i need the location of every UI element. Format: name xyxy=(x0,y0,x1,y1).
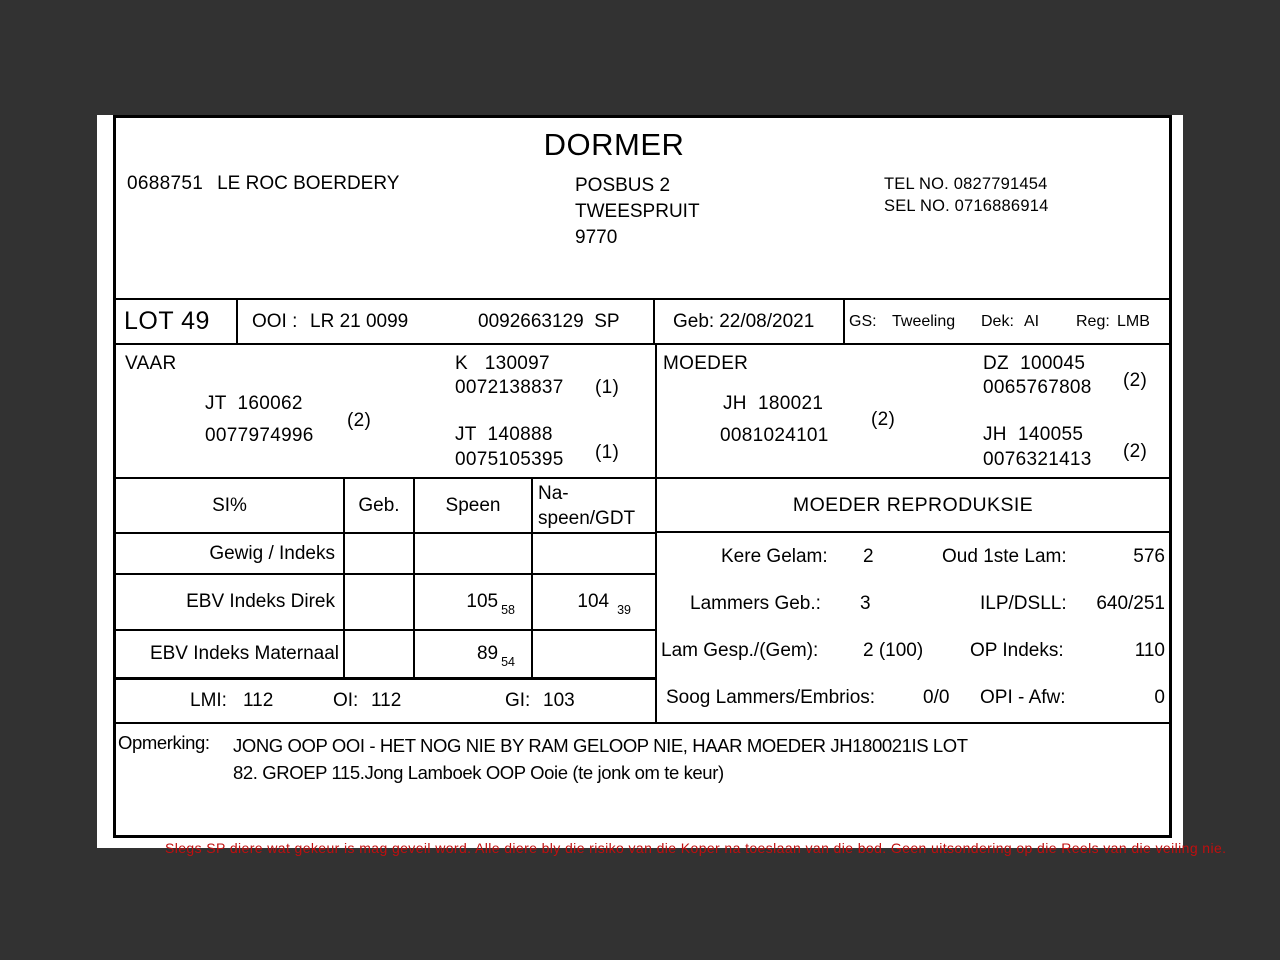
stat-value: 2 (100) xyxy=(863,640,924,662)
birthdate-value: 22/08/2021 xyxy=(719,310,815,332)
breeder-name: LE ROC BOERDERY xyxy=(217,173,400,194)
remark-line-1: JONG OOP OOI - HET NOG NIE BY RAM GELOOP NIE, HAAR MOEDER JH180021IS LOT xyxy=(233,735,968,756)
document-page xyxy=(97,115,1227,856)
birthdate-cell xyxy=(655,300,845,343)
geb-cell xyxy=(345,534,415,575)
birthdate-label: Geb: xyxy=(673,310,715,332)
dek-label: Dek: xyxy=(981,312,1014,330)
lmi-label: LMI: xyxy=(190,690,227,711)
header-block xyxy=(116,118,1169,298)
dam-sire-id: DZ 100045 xyxy=(983,353,1086,375)
oi-value: 112 xyxy=(371,690,402,711)
speen-cell xyxy=(415,631,533,677)
lmi-value: 112 xyxy=(243,690,274,711)
naspeen-cell xyxy=(533,575,655,631)
speen-value: 89 xyxy=(476,643,499,664)
sire-dam-id: JT 140888 xyxy=(455,424,553,446)
reproduction-row xyxy=(657,533,1169,580)
reproduction-row xyxy=(657,675,1169,722)
stat-value: 110 xyxy=(1134,640,1165,662)
sire-reg: 0077974996 xyxy=(205,425,314,447)
sire-sire-id: K 130097 xyxy=(455,353,550,375)
stat-label: Kere Gelam: xyxy=(721,545,828,567)
dam-id: JH 180021 xyxy=(723,393,824,415)
stat-label: ILP/DSLL: xyxy=(980,592,1067,614)
gi-label: GI: xyxy=(505,690,531,711)
si-header: SI% xyxy=(116,479,345,534)
sire-dam-note: (1) xyxy=(595,442,620,464)
sire-section-label: VAAR xyxy=(125,353,177,375)
dam-dam-id: JH 140055 xyxy=(983,424,1084,446)
table-row xyxy=(116,534,655,575)
reproduction-row xyxy=(657,628,1169,675)
dam-section-label: MOEDER xyxy=(663,353,749,375)
stat-value: 2 xyxy=(863,545,874,567)
stat-value: 0/0 xyxy=(923,687,950,709)
speen-value: 105 xyxy=(466,591,499,612)
animal-id-cell xyxy=(238,300,655,343)
sire-id: JT 160062 xyxy=(205,393,303,415)
speen-cell xyxy=(415,575,533,631)
pedigree-row xyxy=(116,343,1169,477)
stat-label: Oud 1ste Lam: xyxy=(942,545,1067,567)
dek-value: AI xyxy=(1024,312,1040,330)
sire-dam-reg: 0075105395 xyxy=(455,449,564,471)
geb-header: Geb. xyxy=(345,479,415,534)
address-line-3: 9770 xyxy=(575,227,618,248)
dam-dam-note: (2) xyxy=(1123,441,1148,463)
reg-value: LMB xyxy=(1117,312,1150,330)
tel-number: TEL NO. 0827791454 xyxy=(884,175,1048,193)
animal-type-label: OOI : xyxy=(252,310,298,332)
dam-sire-reg: 0065767808 xyxy=(983,377,1092,399)
breeder-number: 0688751 xyxy=(127,173,204,194)
stats-section xyxy=(116,477,1169,722)
naspeen-value: 104 xyxy=(577,591,610,612)
si-header-row xyxy=(116,479,655,534)
stat-value: 576 xyxy=(1133,545,1165,567)
remark-row xyxy=(116,722,1169,835)
remark-label: Opmerking: xyxy=(118,732,210,753)
animal-registration: 0092663129 SP xyxy=(478,310,620,332)
content-frame xyxy=(113,115,1172,838)
dam-sire-note: (2) xyxy=(1123,370,1148,392)
lot-number: LOT 49 xyxy=(116,300,238,343)
remark-line-2: 82. GROEP 115.Jong Lamboek OOP Ooie (te jonk om te keur) xyxy=(233,762,724,783)
stat-label: Soog Lammers/Embrios: xyxy=(666,687,876,709)
breed-title: DORMER xyxy=(543,127,685,162)
speen-cell xyxy=(415,534,533,575)
geb-cell xyxy=(345,631,415,677)
reproduction-panel xyxy=(657,479,1169,722)
address-block xyxy=(575,173,700,251)
dam-dam-reg: 0076321413 xyxy=(983,449,1092,471)
row-label: Gewig / Indeks xyxy=(116,534,345,575)
speen-accuracy: 54 xyxy=(501,655,515,669)
gi-value: 103 xyxy=(543,690,575,711)
address-line-2: TWEESPRUIT xyxy=(575,201,700,222)
speen-header: Speen xyxy=(415,479,533,534)
naspeen-header: Na-speen/GDT xyxy=(533,479,655,534)
stat-label: Lammers Geb.: xyxy=(690,592,821,614)
address-line-1: POSBUS 2 xyxy=(575,175,671,196)
naspeen-cell xyxy=(533,534,655,575)
row-label: EBV Indeks Direk xyxy=(116,575,345,631)
oi-label: OI: xyxy=(333,690,359,711)
indices-row xyxy=(116,677,655,722)
index-table-panel xyxy=(116,479,657,722)
sire-sire-note: (1) xyxy=(595,377,620,399)
dam-note: (2) xyxy=(871,409,896,431)
clipped-red-footer-text: Slegs SP diere wat gekeur is mag geveil word. Alle diere bly die risiko van die Koper na toeslaan van die bod. Geen uitsondering op die Reels van die veiling nie. xyxy=(165,840,1227,856)
gs-label: GS: xyxy=(849,312,877,330)
birth-status-cell xyxy=(845,300,1169,343)
speen-accuracy: 58 xyxy=(501,603,515,617)
row-label: EBV Indeks Maternaal xyxy=(116,631,345,677)
reproduction-row xyxy=(657,580,1169,627)
stat-label: Lam Gesp./(Gem): xyxy=(661,640,819,662)
phone-block xyxy=(884,173,1048,217)
sire-panel xyxy=(116,345,657,477)
table-row xyxy=(116,631,655,677)
naspeen-cell xyxy=(533,631,655,677)
reproduction-body xyxy=(657,533,1169,722)
reproduction-title: MOEDER REPRODUKSIE xyxy=(657,479,1169,533)
geb-cell xyxy=(345,575,415,631)
stat-value: 0 xyxy=(1154,687,1165,709)
stat-value: 3 xyxy=(860,592,871,614)
table-row xyxy=(116,575,655,631)
stat-value: 640/251 xyxy=(1096,592,1165,614)
sire-sire-reg: 0072138837 xyxy=(455,377,564,399)
reg-label: Reg: xyxy=(1076,312,1110,330)
dam-panel xyxy=(657,345,1169,477)
si-table xyxy=(116,479,655,677)
lot-row xyxy=(116,298,1169,343)
gs-value: Tweeling xyxy=(892,312,956,330)
sire-note: (2) xyxy=(347,410,372,432)
stat-label: OP Indeks: xyxy=(970,640,1064,662)
stat-label: OPI - Afw: xyxy=(980,687,1066,709)
remark-text xyxy=(233,732,1169,835)
dam-reg: 0081024101 xyxy=(720,425,829,447)
animal-id: LR 21 0099 xyxy=(310,310,409,332)
breeder-line xyxy=(127,173,399,195)
cell-number: SEL NO. 0716886914 xyxy=(884,197,1049,215)
naspeen-accuracy: 39 xyxy=(617,603,631,617)
